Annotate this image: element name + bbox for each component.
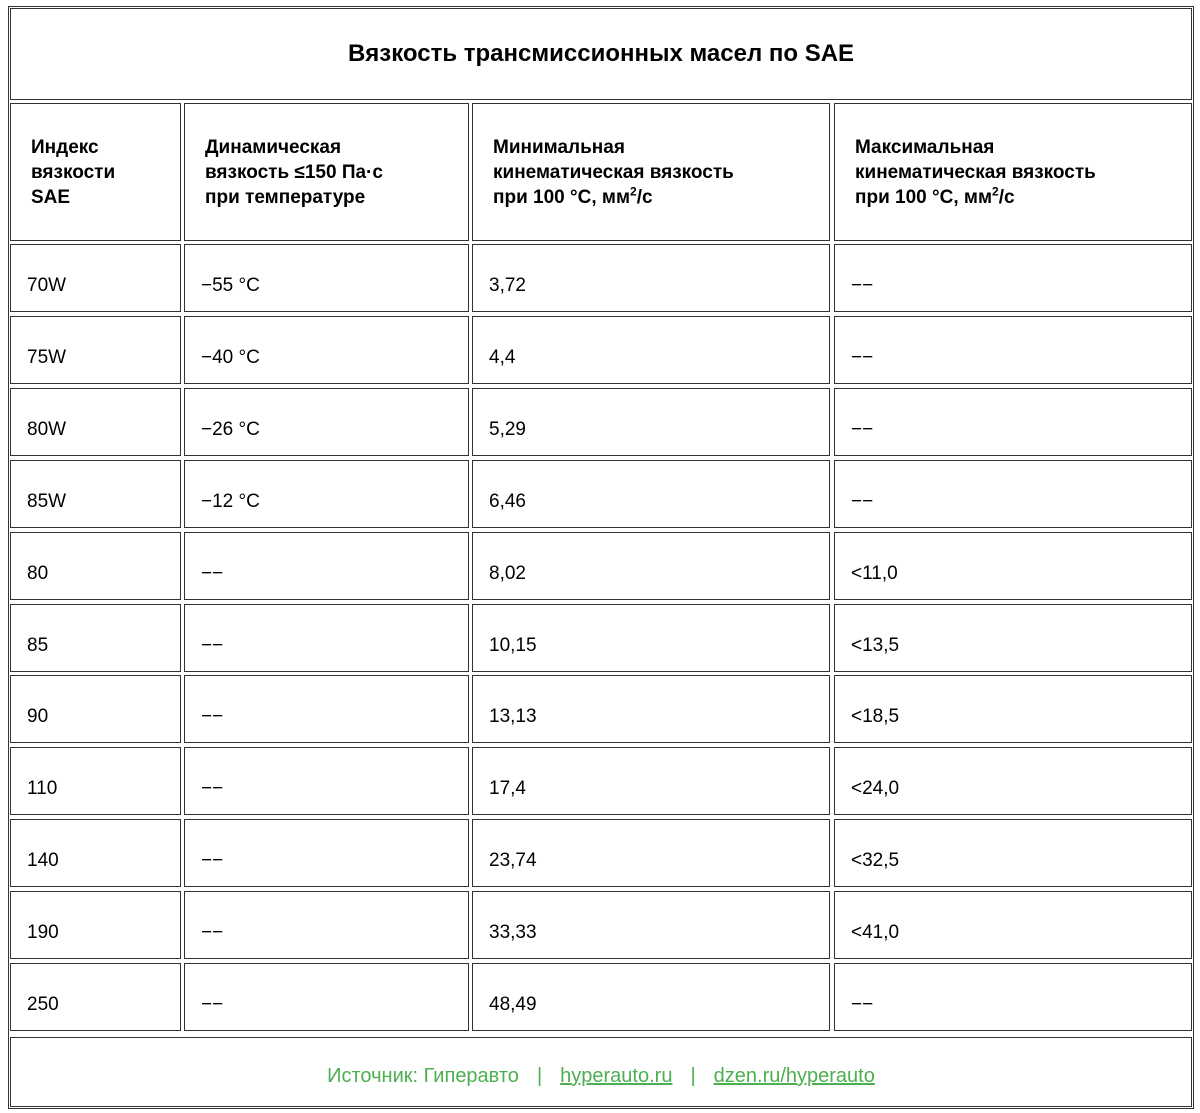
table-cell-min-kinematic [472,460,830,528]
table-cell-min-kinematic [472,244,830,312]
table-cell-min-kinematic [472,747,830,815]
cell-value: −− [851,994,874,1015]
header-max-kinematic-text: Максимальная кинематическая вязкость при 100 °С, $мм^2/с$ [855,137,1096,208]
table-cell-min-kinematic [472,891,830,959]
cell-value: <11,0 [851,563,898,584]
cell-value: 3,72 [489,275,526,296]
table-title [10,8,1192,100]
table-cell-dynamic-viscosity [184,675,469,743]
dzen-link[interactable]: dzen.ru/hyperauto [713,1065,875,1087]
cell-value: −40 °С [201,347,260,368]
cell-value: −55 °С [201,275,260,296]
table-cell-min-kinematic [472,388,830,456]
table-cell-min-kinematic [472,316,830,384]
footer-separator: | [536,1065,543,1087]
table-cell-sae-index [10,604,181,672]
table-cell-sae-index [10,460,181,528]
cell-value: 17,4 [489,778,526,799]
cell-value: <18,5 [851,706,900,727]
table-cell-sae-index [10,675,181,743]
table-cell-dynamic-viscosity [184,460,469,528]
table-cell-dynamic-viscosity [184,316,469,384]
table-cell-sae-index [10,747,181,815]
hyperauto-link[interactable]: hyperauto.ru [560,1065,673,1087]
table-cell-max-kinematic [834,747,1192,815]
cell-value: −− [851,491,874,512]
source-footer [10,1037,1192,1107]
cell-value: 250 [27,994,59,1015]
table-cell-dynamic-viscosity [184,388,469,456]
cell-value: 85W [27,491,67,512]
cell-value: 190 [27,922,59,943]
cell-value: 5,29 [489,419,526,440]
cell-value: −− [201,994,224,1015]
cell-value: 48,49 [489,994,537,1015]
table-cell-sae-index [10,316,181,384]
table-cell-max-kinematic [834,460,1192,528]
cell-value: −− [851,419,874,440]
cell-value: 75W [27,347,67,368]
cell-value: 110 [27,778,58,799]
table-cell-max-kinematic [834,388,1192,456]
table-cell-min-kinematic [472,532,830,600]
table-cell-min-kinematic [472,675,830,743]
cell-value: 80W [27,419,67,440]
header-sae-index-text: Индекс вязкости SAE [31,137,116,208]
table-cell-max-kinematic [834,891,1192,959]
cell-value: −12 °С [201,491,260,512]
table-cell-sae-index [10,819,181,887]
cell-value: 6,46 [489,491,526,512]
header-sae-index [10,103,181,241]
cell-value: <13,5 [851,635,900,656]
table-cell-max-kinematic [834,963,1192,1031]
cell-value: 4,4 [489,347,516,368]
cell-value: 70W [27,275,67,296]
table-cell-min-kinematic [472,819,830,887]
header-min-kinematic [472,103,830,241]
table-cell-sae-index [10,244,181,312]
cell-value: −26 °С [201,419,260,440]
cell-value: 85 [27,635,49,656]
source-label: Источник: Гиперавто [327,1065,519,1087]
cell-value: 80 [27,563,49,584]
cell-value: −− [851,275,874,296]
table-cell-max-kinematic [834,244,1192,312]
table-cell-max-kinematic [834,316,1192,384]
cell-value: −− [851,347,874,368]
cell-value: −− [201,922,224,943]
cell-value: −− [201,635,224,656]
cell-value: 90 [27,706,49,727]
table-cell-sae-index [10,532,181,600]
cell-value: 33,33 [489,922,537,943]
header-max-kinematic [834,103,1192,241]
header-min-kinematic-text: Минимальная кинематическая вязкость при 100 °С, $мм^2/с$ [493,137,734,208]
cell-value: −− [201,850,224,871]
table-cell-dynamic-viscosity [184,747,469,815]
footer-separator: | [690,1065,696,1087]
table-cell-max-kinematic [834,604,1192,672]
table-cell-sae-index [10,963,181,1031]
cell-value: 140 [27,850,59,871]
table-cell-dynamic-viscosity [184,819,469,887]
cell-value: 10,15 [489,635,537,656]
table-cell-dynamic-viscosity [184,604,469,672]
header-dynamic-viscosity [184,103,469,241]
table-cell-sae-index [10,388,181,456]
cell-value: <24,0 [851,778,900,799]
table-cell-sae-index [10,891,181,959]
table-title-text: Вязкость трансмиссионных масел по SAE [347,40,855,67]
cell-value: −− [201,778,224,799]
table-cell-min-kinematic [472,963,830,1031]
cell-value: 23,74 [489,850,537,871]
cell-value: −− [201,706,224,727]
table-cell-max-kinematic [834,675,1192,743]
header-dynamic-viscosity-text: Динамическая вязкость ≤150 Па·с при температуре [205,137,383,208]
table-cell-dynamic-viscosity [184,891,469,959]
cell-value: 13,13 [489,706,537,727]
table-cell-max-kinematic [834,532,1192,600]
table-cell-dynamic-viscosity [184,244,469,312]
cell-value: 8,02 [489,563,526,584]
table-cell-dynamic-viscosity [184,963,469,1031]
cell-value: <32,5 [851,850,900,871]
table-cell-min-kinematic [472,604,830,672]
table-cell-max-kinematic [834,819,1192,887]
cell-value: −− [201,563,224,584]
cell-value: <41,0 [851,922,900,943]
table-cell-dynamic-viscosity [184,532,469,600]
